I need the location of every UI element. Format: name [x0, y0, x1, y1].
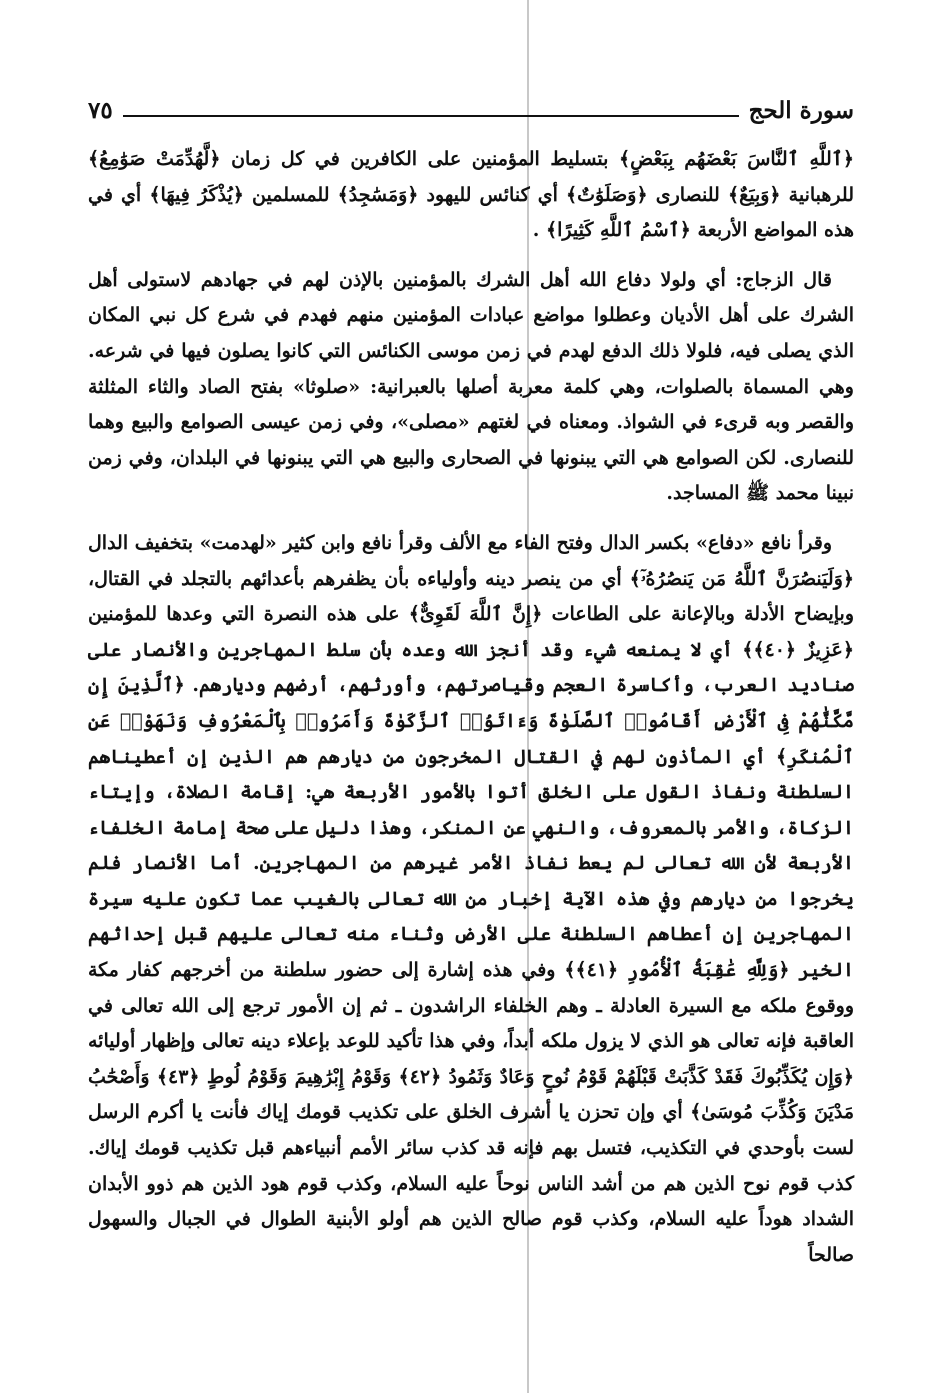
header-rule: [123, 115, 739, 117]
page-number: ٧٥: [88, 97, 113, 124]
paragraph-zajjaj-quote: قال الزجاج: أي ولولا دفاع الله أهل الشرك بالمؤمنين بالإذن لهم في جهادهم لاستولى أهل الشرك على أهل الأديان وعطلوا مواضع عبادات المؤمنين منهم فهدم في شرع كل نبي المكان الذي يصلى فيه، فلولا ذلك الدفع لهدم في زمن موسى الكنائس التي كانوا يصلون فيها في شرعه. وهي المسماة بالصلوات، وهي كلمة معربة أصلها بالعبرانية: «صلوثا» بفتح الصاد والثاء المثلثة والقصر وبه قرىء في الشواذ. ومعناه في لغتهم «مصلى»، وفي زمن عيسى الصوامع والبيع وهما للنصارى. لكن الصوامع هي التي يبنونها في الصحارى والبيع هي التي يبنونها في البلدان، وفي زمن نبينا محمد ﷺ المساجد.: [88, 268, 854, 505]
page-header: [88, 92, 854, 124]
book-page: [88, 92, 854, 1287]
paragraph-verse-commentary: ﴿ٱللَّهِ ٱلنَّاسَ بَعْضَهُم بِبَعْضٍ﴾ بتسليط المؤمنين على الكافرين في كل زمان ﴿لَّهُدِّمَتْ صَوَٰمِعُ﴾ للرهبانية ﴿وَبِيَعٌ﴾ للنصارى ﴿وَصَلَوَٰتٌ﴾ أي كنائس لليهود ﴿وَمَسَٰجِدُ﴾ للمسلمين ﴿يُذْكَرُ فِيهَا﴾ أي في هذه المواضع الأربعة ﴿ٱسْمُ ٱللَّهِ كَثِيرًا﴾ .: [88, 148, 854, 242]
paragraph-readings-commentary: وقرأ نافع «دفاع» بكسر الدال وفتح الفاء مع الألف وقرأ نافع وابن كثير «لهدمت» بتخفيف الدال ﴿وَلَيَنصُرَنَّ ٱللَّهُ مَن يَنصُرُهُۥٓ﴾ أي من ينصر دينه وأولياءه بأن يظفرهم بأعدائهم بالتجلد في القتال، وبإيضاح الأدلة وبالإعانة على الطاعات ﴿إِنَّ ٱللَّهَ لَقَوِىٌّ﴾ على هذه النصرة التي وعدها للمؤمنين ﴿عَزِيزٌ ﴿٤٠﴾﴾ أي لا يمنعه شيء وقد أنجز الله وعده بأن سلط المهاجرين والأنصار على صناديد العرب، وأكاسرة العجم وقياصرتهم، وأورثهم، أرضهم وديارهم. ﴿ٱلَّذِينَ إِن مَّكَّنَّٰهُمْ فِى ٱلْأَرْضِ أَقَامُوا۟ ٱلصَّلَوٰةَ وَءَاتَوُا۟ ٱلزَّكَوٰةَ وَأَمَرُوا۟ بِٱلْمَعْرُوفِ وَنَهَوْا۟ عَنِ ٱلْمُنكَرِ﴾ أي المأذون لهم في القتال المخرجون من ديارهم هم الذين إن أعطيناهم السلطنة ونفاذ القول على الخلق أتوا بالأمور الأربعة هي: إقامة الصلاة، وإيتاء الزكاة، والأمر بالمعروف، والنهي عن المنكر، وهذا دليل على صحة إمامة الخلفاء الأربعة لأن الله تعالى لم يعط نفاذ الأمر غيرهم من المهاجرين. أما الأنصار فلم يخرجوا من ديارهم وفي هذه الآية إخبار من الله تعالى بالغيب عما تكون عليه سيرة المهاجرين إن أعطاهم السلطنة على الأرض وثناء منه تعالى عليهم قبل إحداثهم الخير ﴿وَلِلَّهِ عَٰقِبَةُ ٱلْأُمُورِ ﴿٤١﴾﴾ وفي هذه إشارة إلى حضور سلطنة من أخرجهم كفار مكة ووقوع ملكه مع السيرة العادلة ـ وهم الخلفاء الراشدون ـ ثم إن الأمور ترجع إلى الله تعالى في العاقبة فإنه تعالى هو الذي لا يزول ملكه أبداً، وفي هذا تأكيد للوعد بإعلاء دينه تعالى وإظهار أوليائه ﴿وَإِن يُكَذِّبُوكَ فَقَدْ كَذَّبَتْ قَبْلَهُمْ قَوْمُ نُوحٍ وَعَادٌ وَثَمُودُ ﴿٤٢﴾ وَقَوْمُ إِبْرَٰهِيمَ وَقَوْمُ لُوطٍ ﴿٤٣﴾ وَأَصْحَٰبُ مَدْيَنَ وَكُذِّبَ مُوسَىٰ﴾ أي وإن تحزن يا أشرف الخلق على تكذيب قومك إياك فأنت يا أكرم الرسل لست بأوحدي في التكذيب، فتسل بهم فإنه قد كذب سائر الأمم أنبياءهم قبل تكذيب قومك إياك. كذب قوم نوح الذين هم من أشد الناس نوحاً عليه السلام، وكذب قوم هود الذين هم ذوو الأبدان الشداد هوداً عليه السلام، وكذب قوم صالح الذين هم أولو الأبنية الطوال في الجبال والسهول صالحاً: [88, 531, 855, 1266]
surah-title: سورة الحج: [748, 97, 854, 124]
